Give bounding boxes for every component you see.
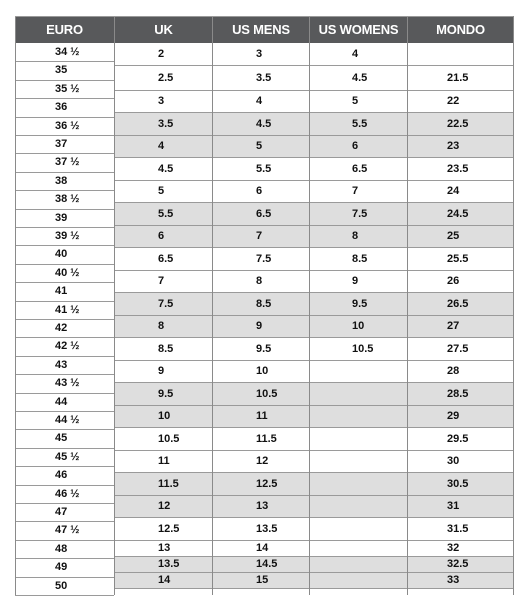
us-womens-size-cell: 6: [352, 140, 359, 152]
uk-size-cell: 5: [158, 185, 165, 197]
uk-size-cell: 7.5: [158, 297, 174, 310]
us-mens-size-cell: 11.5: [256, 432, 277, 445]
mondo-size-cell: 25.5: [447, 252, 469, 265]
us-mens-size-cell: 11: [256, 410, 268, 422]
euro-size-cell: 36: [55, 101, 68, 113]
uk-size-cell: 2: [158, 48, 165, 60]
us-womens-size-cell: 4.5: [352, 71, 368, 84]
column-divider: [407, 16, 408, 595]
header-us-womens: US WOMENS: [310, 16, 407, 43]
mondo-size-cell: 30: [447, 455, 460, 467]
header-euro: EURO: [15, 16, 114, 43]
column-divider: [513, 16, 514, 595]
header-us-mens: US MENS: [213, 16, 309, 43]
uk-size-cell: 4.5: [158, 162, 174, 175]
mondo-size-cell: 32.5: [447, 558, 469, 570]
euro-size-cell: 48: [55, 543, 68, 555]
mondo-size-cell: 22: [447, 95, 460, 107]
mondo-size-cell: 31.5: [447, 522, 469, 535]
us-mens-size-cell: 9.5: [256, 342, 272, 355]
uk-size-cell: 9: [158, 365, 165, 377]
uk-size-cell: 3.5: [158, 117, 174, 130]
us-mens-size-cell: 14: [256, 542, 269, 554]
mondo-size-cell: 29: [447, 410, 460, 422]
euro-size-cell: 35 ½: [55, 83, 80, 95]
mondo-size-cell: 29.5: [447, 432, 469, 445]
us-mens-size-cell: 10: [256, 365, 269, 377]
us-womens-size-cell: 5.5: [352, 117, 368, 130]
us-womens-size-cell: 5: [352, 95, 359, 107]
us-mens-size-cell: 8: [256, 275, 263, 287]
us-mens-size-cell: 4: [256, 95, 263, 107]
uk-size-cell: 10.5: [158, 432, 180, 445]
row-divider: [115, 588, 513, 589]
us-womens-size-cell: 4: [352, 48, 359, 60]
mondo-size-cell: 32: [447, 542, 460, 554]
mondo-size-cell: 26: [447, 275, 460, 287]
euro-size-cell: 39 ½: [55, 230, 80, 242]
uk-size-cell: 12: [158, 500, 171, 512]
mondo-size-cell: 25: [447, 230, 460, 242]
mondo-size-cell: 22.5: [447, 117, 469, 130]
column-divider: [114, 16, 115, 595]
uk-size-cell: 2.5: [158, 71, 174, 84]
uk-size-cell: 11: [158, 455, 170, 467]
us-womens-size-cell: 10: [352, 320, 365, 332]
euro-size-cell: 43: [55, 359, 68, 371]
euro-size-cell: 38: [55, 175, 68, 187]
us-womens-size-cell: 8: [352, 230, 359, 242]
euro-size-cell: 44: [55, 396, 68, 408]
mondo-size-cell: 23: [447, 140, 460, 152]
euro-size-cell: 41 ½: [55, 304, 80, 316]
euro-size-cell: 50: [55, 580, 68, 592]
us-womens-size-cell: 9: [352, 275, 359, 287]
header-mondo: MONDO: [408, 16, 513, 43]
us-mens-size-cell: 9: [256, 320, 263, 332]
euro-size-cell: 40 ½: [55, 267, 80, 279]
mondo-size-cell: 23.5: [447, 162, 469, 175]
uk-size-cell: 7: [158, 275, 165, 287]
us-mens-size-cell: 13: [256, 500, 269, 512]
euro-size-cell: 37 ½: [55, 156, 80, 168]
us-mens-size-cell: 8.5: [256, 297, 272, 310]
euro-size-cell: 45 ½: [55, 451, 80, 463]
uk-size-cell: 6: [158, 230, 165, 242]
euro-size-cell: 49: [55, 561, 68, 573]
us-mens-size-cell: 10.5: [256, 387, 278, 400]
euro-size-cell: 42: [55, 322, 68, 334]
column-divider: [15, 16, 16, 595]
us-womens-size-cell: 9.5: [352, 297, 368, 310]
euro-size-cell: 42 ½: [55, 340, 80, 352]
us-womens-size-cell: 7: [352, 185, 359, 197]
uk-size-cell: 8.5: [158, 342, 174, 355]
uk-size-cell: 5.5: [158, 207, 174, 220]
uk-size-cell: 4: [158, 140, 165, 152]
header-uk: UK: [115, 16, 212, 43]
uk-size-cell: 10: [158, 410, 171, 422]
us-womens-size-cell: 8.5: [352, 252, 368, 265]
euro-size-cell: 36 ½: [55, 120, 80, 132]
us-womens-size-cell: 10.5: [352, 342, 374, 355]
column-divider: [309, 16, 310, 595]
us-womens-size-cell: 6.5: [352, 162, 368, 175]
euro-size-cell: 45: [55, 432, 68, 444]
us-mens-size-cell: 6: [256, 185, 263, 197]
uk-size-cell: 3: [158, 95, 165, 107]
uk-size-cell: 12.5: [158, 522, 180, 535]
uk-size-cell: 8: [158, 320, 165, 332]
uk-size-cell: 11.5: [158, 477, 179, 490]
us-mens-size-cell: 6.5: [256, 207, 272, 220]
euro-size-cell: 37: [55, 138, 68, 150]
us-mens-size-cell: 14.5: [256, 558, 278, 570]
table-top-border: [15, 16, 513, 17]
mondo-size-cell: 26.5: [447, 297, 469, 310]
us-mens-size-cell: 7.5: [256, 252, 272, 265]
uk-size-cell: 13.5: [158, 558, 180, 570]
euro-size-cell: 47: [55, 506, 68, 518]
uk-size-cell: 14: [158, 574, 171, 586]
us-mens-size-cell: 12.5: [256, 477, 278, 490]
mondo-size-cell: 24: [447, 185, 460, 197]
us-mens-size-cell: 4.5: [256, 117, 272, 130]
mondo-size-cell: 30.5: [447, 477, 469, 490]
us-mens-size-cell: 12: [256, 455, 269, 467]
mondo-size-cell: 21.5: [447, 71, 469, 84]
uk-size-cell: 6.5: [158, 252, 174, 265]
us-mens-size-cell: 3: [256, 48, 263, 60]
uk-size-cell: 9.5: [158, 387, 174, 400]
mondo-size-cell: 33: [447, 574, 460, 586]
mondo-size-cell: 28: [447, 365, 460, 377]
mondo-size-cell: 31: [447, 500, 460, 512]
mondo-size-cell: 28.5: [447, 387, 469, 400]
mondo-size-cell: 27: [447, 320, 460, 332]
us-mens-size-cell: 13.5: [256, 522, 278, 535]
euro-size-cell: 39: [55, 212, 68, 224]
euro-size-cell: 40: [55, 248, 68, 260]
us-womens-size-cell: 7.5: [352, 207, 368, 220]
us-mens-size-cell: 3.5: [256, 71, 272, 84]
mondo-size-cell: 24.5: [447, 207, 469, 220]
mondo-size-cell: 27.5: [447, 342, 469, 355]
euro-size-cell: 47 ½: [55, 524, 80, 536]
euro-size-cell: 38 ½: [55, 193, 80, 205]
euro-size-cell: 44 ½: [55, 414, 80, 426]
us-mens-size-cell: 5.5: [256, 162, 272, 175]
uk-size-cell: 13: [158, 542, 171, 554]
euro-size-cell: 35: [55, 64, 68, 76]
euro-size-cell: 34 ½: [55, 46, 80, 58]
column-divider: [212, 16, 213, 595]
euro-size-cell: 43 ½: [55, 377, 80, 389]
us-mens-size-cell: 5: [256, 140, 263, 152]
us-mens-size-cell: 15: [256, 574, 269, 586]
euro-size-cell: 46 ½: [55, 488, 80, 500]
euro-row-divider: [15, 595, 114, 596]
euro-size-cell: 41: [55, 285, 68, 297]
us-mens-size-cell: 7: [256, 230, 263, 242]
euro-size-cell: 46: [55, 469, 68, 481]
